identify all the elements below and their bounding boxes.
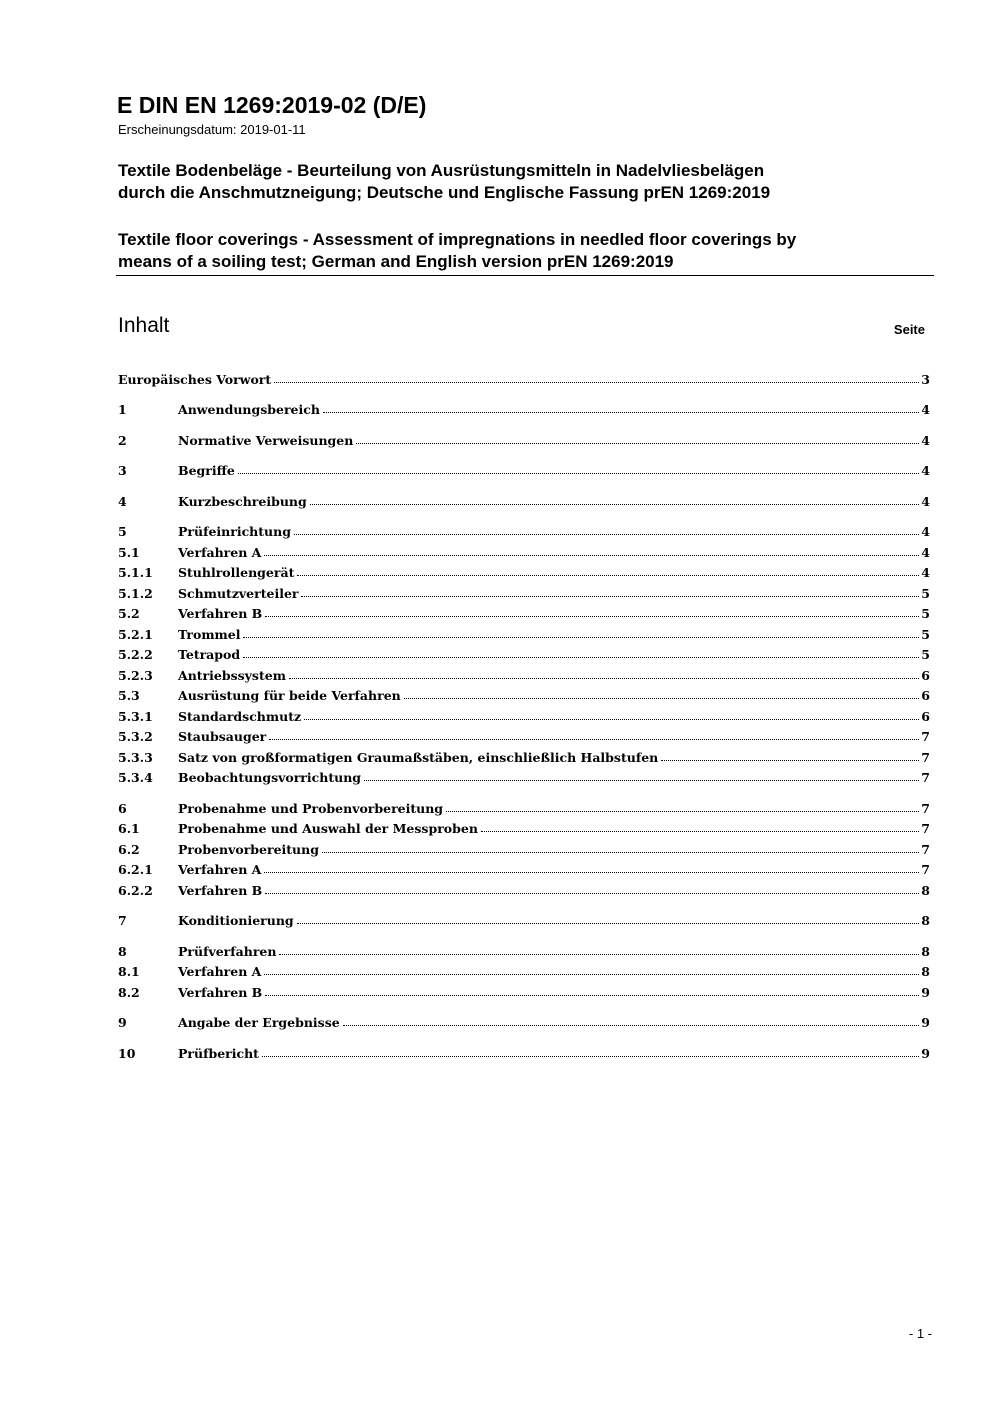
toc-dot-leader [323, 412, 919, 413]
title-german [118, 160, 918, 204]
toc-entry-title: Verfahren A [178, 862, 262, 877]
toc-dot-leader [262, 1056, 919, 1057]
toc-entry-number: 6.2 [118, 842, 140, 857]
toc-entry-number: 5.3 [118, 688, 140, 703]
toc-entry-number: 5.3.1 [118, 709, 153, 724]
toc-entry-page: 7 [921, 729, 930, 744]
toc-entry[interactable] [118, 840, 930, 860]
title-english [118, 229, 928, 273]
toc-entry[interactable] [118, 625, 930, 645]
toc-entry-title: Verfahren A [178, 545, 262, 560]
toc-entry-title: Anwendungsbereich [178, 402, 320, 417]
toc-dot-leader [364, 780, 919, 781]
toc-entry[interactable] [118, 942, 930, 962]
toc-entry-page: 9 [921, 1015, 930, 1030]
toc-entry-title: Probenvorbereitung [178, 842, 319, 857]
toc-dot-leader [265, 995, 919, 996]
toc-dot-leader [238, 473, 919, 474]
toc-entry-title: Stuhlrollengerät [178, 565, 295, 580]
toc-entry-title: Schmutzverteiler [178, 586, 299, 601]
toc-entry-title: Verfahren A [178, 964, 262, 979]
toc-entry-title: Satz von großformatigen Graumaßstäben, einschließlich Halbstufen [178, 750, 659, 765]
toc-dot-leader [294, 534, 919, 535]
toc-entry-title: Ausrüstung für beide Verfahren [178, 688, 401, 703]
toc-dot-leader [274, 382, 919, 383]
toc-entry-title: Probenahme und Probenvorbereitung [178, 801, 444, 816]
toc-entry-number: 5 [118, 524, 127, 539]
toc-entry[interactable] [118, 645, 930, 665]
toc-dot-leader [279, 954, 919, 955]
toc-entry-title: Kurzbeschreibung [178, 494, 307, 509]
toc-entry-title: Konditionierung [178, 913, 294, 928]
toc-entry-number: 1 [118, 402, 127, 417]
toc-entry[interactable] [118, 748, 930, 768]
toc-entry[interactable] [118, 522, 930, 542]
toc-entry-page: 8 [921, 964, 930, 979]
toc-entry-page: 9 [921, 985, 930, 1000]
toc-entry-title: Normative Verweisungen [178, 433, 354, 448]
toc-entry-title: Antriebssystem [178, 668, 286, 683]
toc-entry-title: Staubsauger [178, 729, 267, 744]
toc-entry-page: 4 [921, 565, 930, 580]
toc-dot-leader [243, 657, 919, 658]
toc-entry-number: 5.2 [118, 606, 140, 621]
toc-dot-leader [304, 719, 919, 720]
toc-entry-page: 8 [921, 944, 930, 959]
toc-dot-leader [481, 831, 919, 832]
toc-entry-page: 7 [921, 770, 930, 785]
toc-entry[interactable] [118, 584, 930, 604]
issue-date: Erscheinungsdatum: 2019-01-11 [118, 122, 306, 137]
toc-entry-page: 6 [921, 668, 930, 683]
toc-dot-leader [310, 504, 920, 505]
toc-entry[interactable] [118, 492, 930, 512]
toc-entry-number: 7 [118, 913, 127, 928]
toc-entry-title: Prüfbericht [178, 1046, 259, 1061]
toc-entry-title: Prüfverfahren [178, 944, 277, 959]
toc-entry-page: 8 [921, 883, 930, 898]
toc-entry-page: 8 [921, 913, 930, 928]
toc-dot-leader [265, 893, 919, 894]
toc-dot-leader [264, 872, 919, 873]
toc-entry[interactable] [118, 819, 930, 839]
toc-entry[interactable] [118, 604, 930, 624]
toc-dot-leader [264, 555, 919, 556]
toc-entry-title: Beobachtungsvorrichtung [178, 770, 362, 785]
toc-entry-number: 5.3.3 [118, 750, 153, 765]
document-id: E DIN EN 1269:2019-02 (D/E) [117, 92, 427, 118]
title-english-line: means of a soiling test; German and English version prEN 1269:2019 [118, 252, 674, 271]
title-divider [116, 275, 934, 276]
toc-entry-page: 4 [921, 402, 930, 417]
toc-entry-number: 6.2.2 [118, 883, 153, 898]
toc-entry-number: 5.3.2 [118, 729, 153, 744]
toc-dot-leader [322, 852, 919, 853]
toc-entry-number: 5.2.3 [118, 668, 153, 683]
toc-entry-title: Angabe der Ergebnisse [178, 1015, 340, 1030]
title-german-line: durch die Anschmutzneigung; Deutsche und Englische Fassung prEN 1269:2019 [118, 183, 771, 202]
toc-entry-page: 5 [921, 606, 930, 621]
toc-entry[interactable] [118, 461, 930, 481]
toc-entry-number: 6.1 [118, 821, 140, 836]
toc-entry-title: Verfahren B [178, 606, 263, 621]
toc-entry-title: Verfahren B [178, 985, 263, 1000]
toc-entry-number: 5.3.4 [118, 770, 153, 785]
toc-entry-title: Verfahren B [178, 883, 263, 898]
toc-entry-title: Begriffe [178, 463, 235, 478]
toc-entry-page: 4 [921, 524, 930, 539]
toc-entry-page: 7 [921, 862, 930, 877]
toc-dot-leader [269, 739, 919, 740]
toc-entry-title: Prüfeinrichtung [178, 524, 291, 539]
toc-entry-page: 5 [921, 647, 930, 662]
toc-entry[interactable] [118, 666, 930, 686]
toc-entry-page: 6 [921, 709, 930, 724]
toc-entry[interactable] [118, 1013, 930, 1033]
toc-dot-leader [265, 616, 919, 617]
toc-entry[interactable] [118, 1044, 930, 1064]
toc-entry-number: 10 [118, 1046, 136, 1061]
toc-dot-leader [661, 760, 919, 761]
toc-entry-page: 4 [921, 463, 930, 478]
toc-dot-leader [404, 698, 920, 699]
toc-entry-page: 7 [921, 801, 930, 816]
toc-entry-page: 7 [921, 842, 930, 857]
toc-entry[interactable] [118, 400, 930, 420]
toc-entry[interactable] [118, 768, 930, 788]
toc-entry-page: 5 [921, 627, 930, 642]
page-number: - 1 - [908, 1326, 932, 1341]
toc-dot-leader [301, 596, 919, 597]
toc-entry-page: 3 [921, 372, 930, 387]
toc-entry-title: Standardschmutz [178, 709, 302, 724]
toc-entry-title: Tetrapod [178, 647, 241, 662]
toc-entry-number: 4 [118, 494, 127, 509]
title-english-line: Textile floor coverings - Assessment of impregnations in needled floor coverings by [118, 230, 797, 249]
toc-entry[interactable] [118, 860, 930, 880]
toc-entry-page: 7 [921, 821, 930, 836]
toc-heading: Inhalt [118, 314, 170, 337]
toc-entry-number: 8 [118, 944, 127, 959]
toc-page-column-label: Seite [893, 322, 925, 337]
toc-entry-number: 5.1.1 [118, 565, 153, 580]
toc-entry[interactable] [118, 431, 930, 451]
toc-dot-leader [446, 811, 919, 812]
toc-entry-number: 5.1 [118, 545, 140, 560]
toc-dot-leader [343, 1025, 920, 1026]
toc-entry[interactable] [118, 563, 930, 583]
toc-entry[interactable] [118, 962, 930, 982]
toc-dot-leader [289, 678, 919, 679]
toc-entry-page: 9 [921, 1046, 930, 1061]
toc-entry-number: 5.1.2 [118, 586, 153, 601]
toc-entry-page: 4 [921, 545, 930, 560]
toc-entry-page: 4 [921, 494, 930, 509]
toc-entry[interactable] [118, 707, 930, 727]
toc-entry-number: 6 [118, 801, 127, 816]
toc-entry[interactable] [118, 543, 930, 563]
toc-entry-number: 2 [118, 433, 127, 448]
toc-entry-number: 6.2.1 [118, 862, 153, 877]
toc-entry[interactable] [118, 370, 930, 390]
toc-entry-page: 7 [921, 750, 930, 765]
title-german-line: Textile Bodenbeläge - Beurteilung von Ausrüstungsmitteln in Nadelvliesbelägen [118, 161, 765, 180]
toc-dot-leader [264, 974, 919, 975]
toc-entry-title: Probenahme und Auswahl der Messproben [178, 821, 478, 836]
toc-entry-title: Europäisches Vorwort [118, 372, 272, 387]
toc-entry-number: 5.2.2 [118, 647, 153, 662]
toc-entry[interactable] [118, 727, 930, 747]
toc-entry[interactable] [118, 983, 930, 1003]
toc-entry-title: Trommel [178, 627, 241, 642]
toc-entry-page: 4 [921, 433, 930, 448]
toc-entry-number: 9 [118, 1015, 127, 1030]
toc-entry-number: 5.2.1 [118, 627, 153, 642]
toc-entry-number: 8.2 [118, 985, 140, 1000]
toc-dot-leader [297, 923, 920, 924]
toc-dot-leader [243, 637, 919, 638]
toc-entry-number: 3 [118, 463, 127, 478]
toc-entry-page: 5 [921, 586, 930, 601]
toc-entry[interactable] [118, 686, 930, 706]
toc-entry-number: 8.1 [118, 964, 140, 979]
toc-dot-leader [297, 575, 919, 576]
toc-dot-leader [356, 443, 919, 444]
toc-entry-page: 6 [921, 688, 930, 703]
toc-entry[interactable] [118, 799, 930, 819]
toc-entry[interactable] [118, 881, 930, 901]
toc-entry[interactable] [118, 911, 930, 931]
